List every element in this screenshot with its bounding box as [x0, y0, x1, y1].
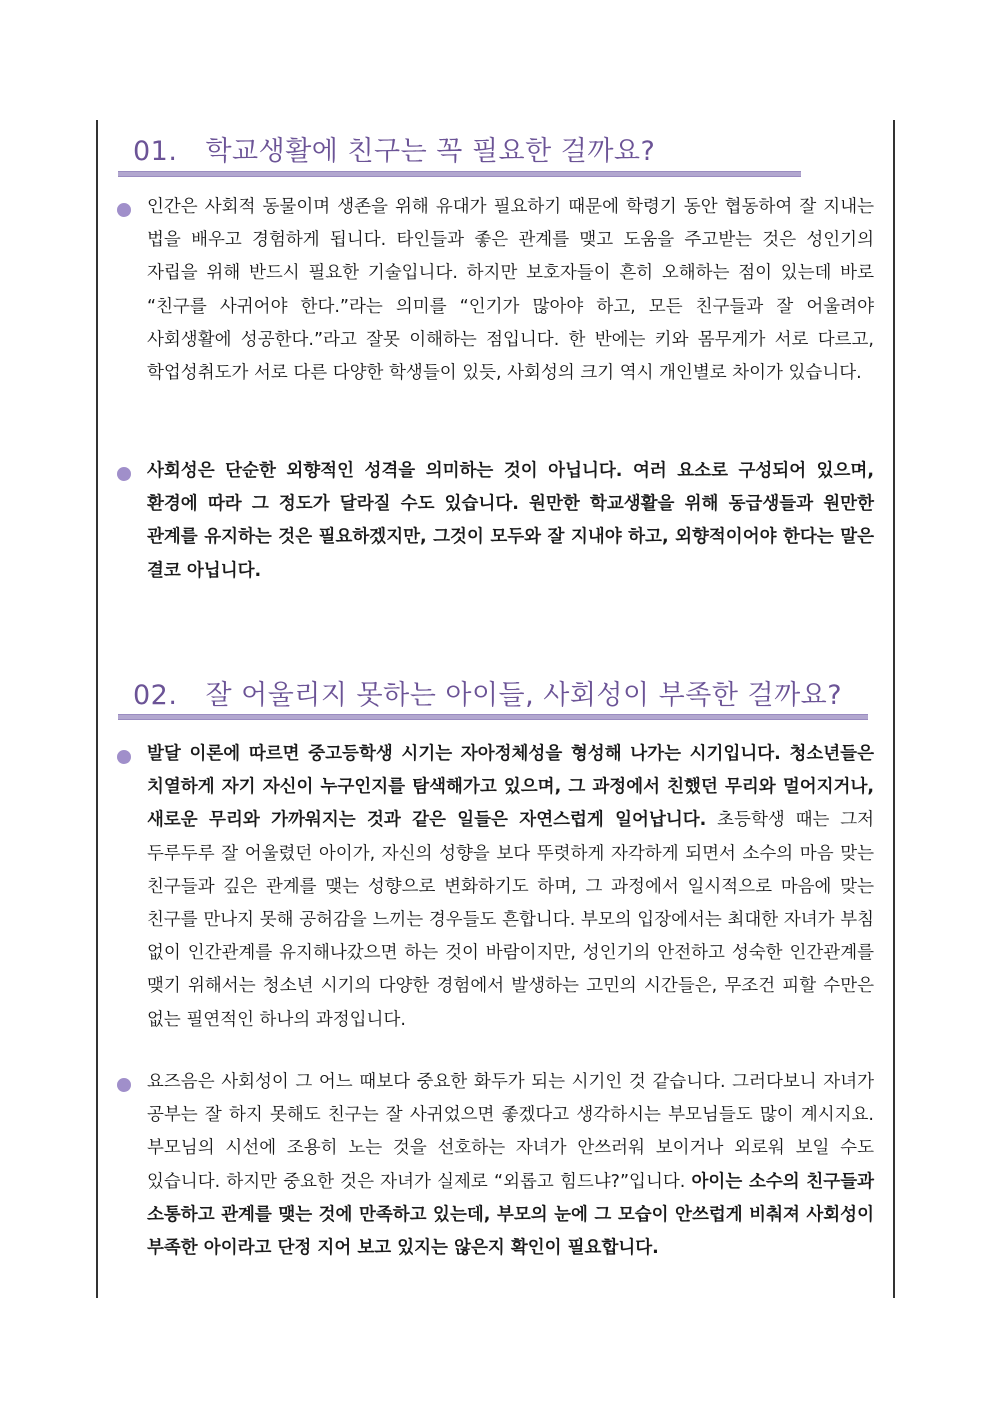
paragraph-text: 초등학생 때는 그저 두루두루 잘 어울렸던 아이가, 자신의 성향을 보다 뚜렷하게 자각하게 되면서 소수의 마음 맞는 친구들과 깊은 관계를 맺는 성향으로 변화하기도 하며, 그 과정에서 일시적으로 마음에 맞는 친구를 만나지 못해 공허감을 느끼는 경우들도 흔합니다. 부모의 입장에서는 최대한 자녀가 부침 없이 인간관계를 유지해나갔으면 하는 것이 바람이지만, 성인기의 안전하고 성숙한 인간관계를 맺기 위해서는 청소년 시기의 다양한 경험에서 발생하는 고민의 시간들은, 무조건 피할 수만은 없는 필연적인 하나의 과정입니다.	[147, 810, 874, 1030]
paragraph-text: 인간은 사회적 동물이며 생존을 위해 유대가 필요하기 때문에 학령기 동안 협동하여 잘 지내는 법을 배우고 경험하게 됩니다. 타인들과 좋은 관계를 맺고 도움을 주고받는 것은 성인기의 자립을 위해 반드시 필요한 기술입니다. 하지만 보호자들이 흔히 오해하는 점이 있는데 바로 “친구를 사귀어야 한다.”라는 의미를 “인기가 많아야 하고, 모든 친구들과 잘 어울려야 사회생활에 성공한다.”라고 잘못 이해하는 점입니다. 한 반에는 키와 몸무게가 서로 다르고, 학업성취도가 서로 다른 다양한 학생들이 있듯, 사회성의 크기 역시 개인별로 차이가 있습니다.	[147, 197, 874, 384]
section-1-underline	[118, 171, 801, 177]
section-1-paragraph-1	[147, 191, 874, 390]
circle-bullet-icon	[117, 1078, 131, 1092]
section-2-number: 02.	[133, 680, 178, 711]
circle-bullet-icon	[117, 203, 131, 217]
section-2-underline	[118, 714, 868, 720]
circle-bullet-icon	[117, 467, 131, 481]
section-1-heading	[133, 129, 655, 168]
page-frame-right-line	[893, 120, 895, 1298]
section-2-paragraph-2	[147, 1066, 874, 1265]
paragraph-text: 요즈음은 사회성이 그 어느 때보다 중요한 화두가 되는 시기인 것 같습니다. 그러다보니 자녀가 공부는 잘 하지 못해도 친구는 잘 사귀었으면 좋겠다고 생각하시는 부모님들도 많이 계시지요. 부모님의 시선에 조용히 노는 것을 선호하는 자녀가 안쓰러워 보이거나 외로워 보일 수도 있습니다. 하지만 중요한 것은 자녀가 실제로 “외롭고 힘드냐?”입니다.	[147, 1072, 874, 1192]
page-frame-left-line	[96, 120, 98, 1298]
paragraph-bold-text: 사회성은 단순한 외향적인 성격을 의미하는 것이 아닙니다. 여러 요소로 구성되어 있으며, 환경에 따라 그 정도가 달라질 수도 있습니다. 원만한 학교생활을 위해 동급생들과 원만한 관계를 유지하는 것은 필요하겠지만, 그것이 모두와 잘 지내야 하고, 외향적이어야 한다는 말은 결코 아닙니다.	[147, 461, 874, 581]
section-1-title: 학교생활에 친구는 꼭 필요한 걸까요?	[205, 136, 656, 167]
section-1-number: 01.	[133, 136, 178, 167]
section-1-paragraph-2	[147, 455, 874, 588]
section-2-heading	[133, 673, 842, 712]
section-2-title: 잘 어울리지 못하는 아이들, 사회성이 부족한 걸까요?	[205, 680, 843, 711]
circle-bullet-icon	[117, 750, 131, 764]
paragraph-bold-text: 아이는 소수의 친구들과 소통하고 관계를 맺는 것에 만족하고 있는데, 부모의 눈에 그 모습이 안쓰럽게 비춰져 사회성이 부족한 아이라고 단정 지어 보고 있지는 않은지 확인이 필요합니다.	[147, 1171, 875, 1259]
paragraph-bold-text: 발달 이론에 따르면 중고등학생 시기는 자아정체성을 형성해 나가는 시기입니다. 청소년들은 치열하게 자기 자신이 누구인지를 탐색해가고 있으며, 그 과정에서 친했던 무리와 멀어지거나, 새로운 무리와 가까워지는 것과 같은 일들은 자연스럽게 일어납니다.	[147, 744, 874, 831]
section-2-paragraph-1	[147, 738, 874, 1037]
